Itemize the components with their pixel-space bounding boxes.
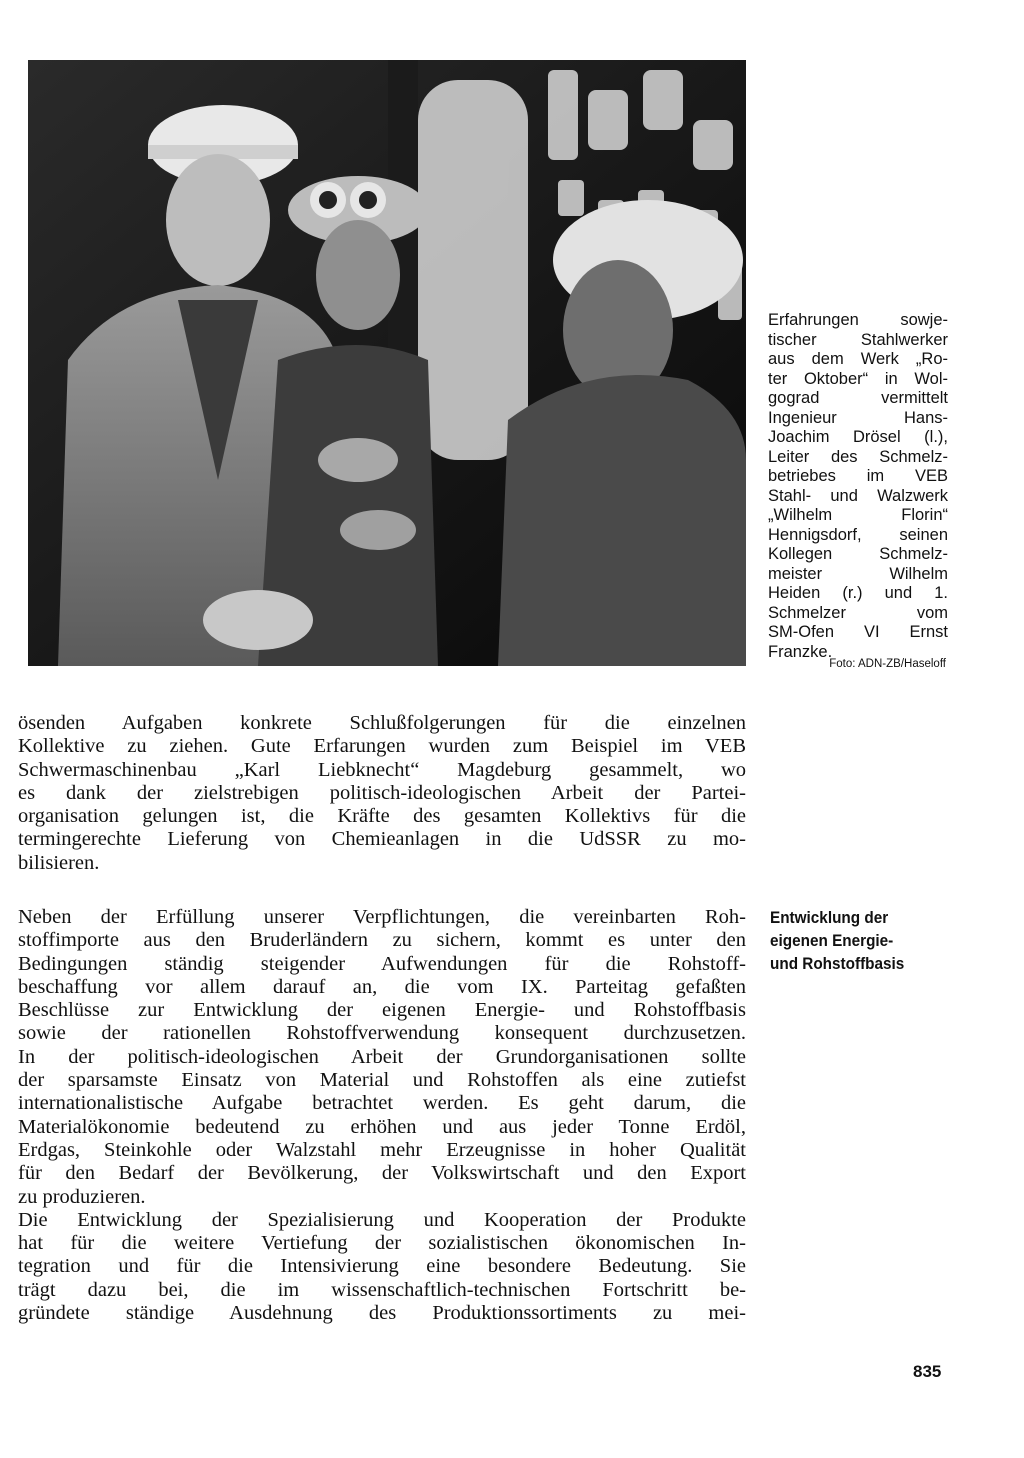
text-line: gründete ständige Ausdehnung des Produktionssortiments zu mei-: [18, 1302, 746, 1325]
text-line: ösenden Aufgaben konkrete Schlußfolgerungen für die einzelnen: [18, 712, 746, 734]
photo-illustration: [28, 60, 746, 666]
caption-line: Schmelzer vom: [768, 603, 948, 622]
caption-line: Franzke.: [768, 642, 833, 661]
photo-caption: [768, 311, 948, 662]
caption-line: Hennigsdorf, seinen: [768, 525, 948, 544]
body-paragraph-1: [18, 712, 746, 875]
text-line: beschaffung vor allem darauf an, die vom IX. Parteitag gefaßten: [18, 975, 746, 998]
text-line: trägt dazu bei, die im wissenschaftlich-technischen Fortschritt be-: [18, 1278, 746, 1301]
text-line: hat für die weitere Vertiefung der sozialistischen ökonomischen In-: [18, 1232, 746, 1255]
caption-line: Ingenieur Hans-: [768, 408, 948, 427]
heading-line: Entwicklung der: [770, 908, 889, 927]
photo-credit: Foto: ADN-ZB/Haseloff: [829, 658, 946, 670]
margin-heading: [770, 906, 932, 975]
caption-line: Joachim Drösel (l.),: [768, 428, 948, 446]
text-line: Schwermaschinenbau „Karl Liebknecht“ Magdeburg gesammelt, wo: [18, 758, 746, 781]
caption-line: Kollegen Schmelz-: [768, 545, 948, 563]
caption-line: Leiter des Schmelz-: [768, 447, 948, 466]
text-line: organisation gelungen ist, die Kräfte des gesamten Kollektivs für die: [18, 805, 746, 828]
caption-line: meister Wilhelm: [768, 564, 948, 583]
text-line: stoffimporte aus den Bruderländern zu sichern, kommt es unter den: [18, 929, 746, 952]
caption-line: Stahl- und Walzwerk: [768, 486, 948, 505]
caption-line: betriebes im VEB: [768, 467, 948, 485]
text-line: In der politisch-ideologischen Arbeit der Grundorganisationen sollte: [18, 1045, 746, 1068]
text-line: Neben der Erfüllung unserer Verpflichtungen, die vereinbarten Roh-: [18, 906, 746, 928]
caption-line: Erfahrungen sowje-: [768, 311, 948, 329]
text-line: Die Entwicklung der Spezialisierung und Kooperation der Produkte: [18, 1208, 746, 1231]
body-paragraph-2: [18, 906, 746, 1325]
text-line: termingerechte Lieferung von Chemieanlagen in die UdSSR zu mo-: [18, 828, 746, 851]
text-line: Erdgas, Steinkohle oder Walzstahl mehr Erzeugnisse in hoher Qualität: [18, 1138, 746, 1161]
heading-line: eigenen Energie-: [770, 931, 894, 950]
text-line: Beschlüsse zur Entwicklung der eigenen Energie- und Rohstoffbasis: [18, 999, 746, 1022]
caption-line: Heiden (r.) und 1.: [768, 584, 948, 602]
text-line: zu produzieren.: [18, 1185, 146, 1208]
text-line: der sparsamste Einsatz von Material und Rohstoffen als eine zutiefst: [18, 1069, 746, 1092]
text-line: bilisieren.: [18, 851, 100, 874]
caption-line: aus dem Werk „Ro-: [768, 350, 948, 368]
caption-line: ter Oktober“ in Wol-: [768, 369, 948, 388]
text-line: tegration und für die Intensivierung eine besondere Bedeutung. Sie: [18, 1255, 746, 1278]
caption-line: „Wilhelm Florin“: [768, 506, 948, 524]
text-line: es dank der zielstrebigen politisch-ideologischen Arbeit der Partei-: [18, 781, 746, 804]
text-line: Materialökonomie bedeutend zu erhöhen und aus jeder Tonne Erdöl,: [18, 1115, 746, 1138]
heading-line: und Rohstoffbasis: [770, 954, 905, 973]
caption-line: tischer Stahlwerker: [768, 330, 948, 349]
text-line: internationalistische Aufgabe betrachtet werden. Es geht darum, die: [18, 1092, 746, 1115]
text-line: Bedingungen ständig steigender Aufwendungen für die Rohstoff-: [18, 952, 746, 975]
caption-line: SM-Ofen VI Ernst: [768, 623, 948, 641]
text-line: sowie der rationellen Rohstoffverwendung konsequent durchzusetzen.: [18, 1022, 746, 1045]
text-line: Kollektive zu ziehen. Gute Erfarungen wurden zum Beispiel im VEB: [18, 735, 746, 758]
caption-line: gograd vermittelt: [768, 389, 948, 407]
text-line: für den Bedarf der Bevölkerung, der Volkswirtschaft und den Export: [18, 1162, 746, 1185]
page-number: 835: [913, 1362, 942, 1381]
photograph: [28, 60, 746, 666]
